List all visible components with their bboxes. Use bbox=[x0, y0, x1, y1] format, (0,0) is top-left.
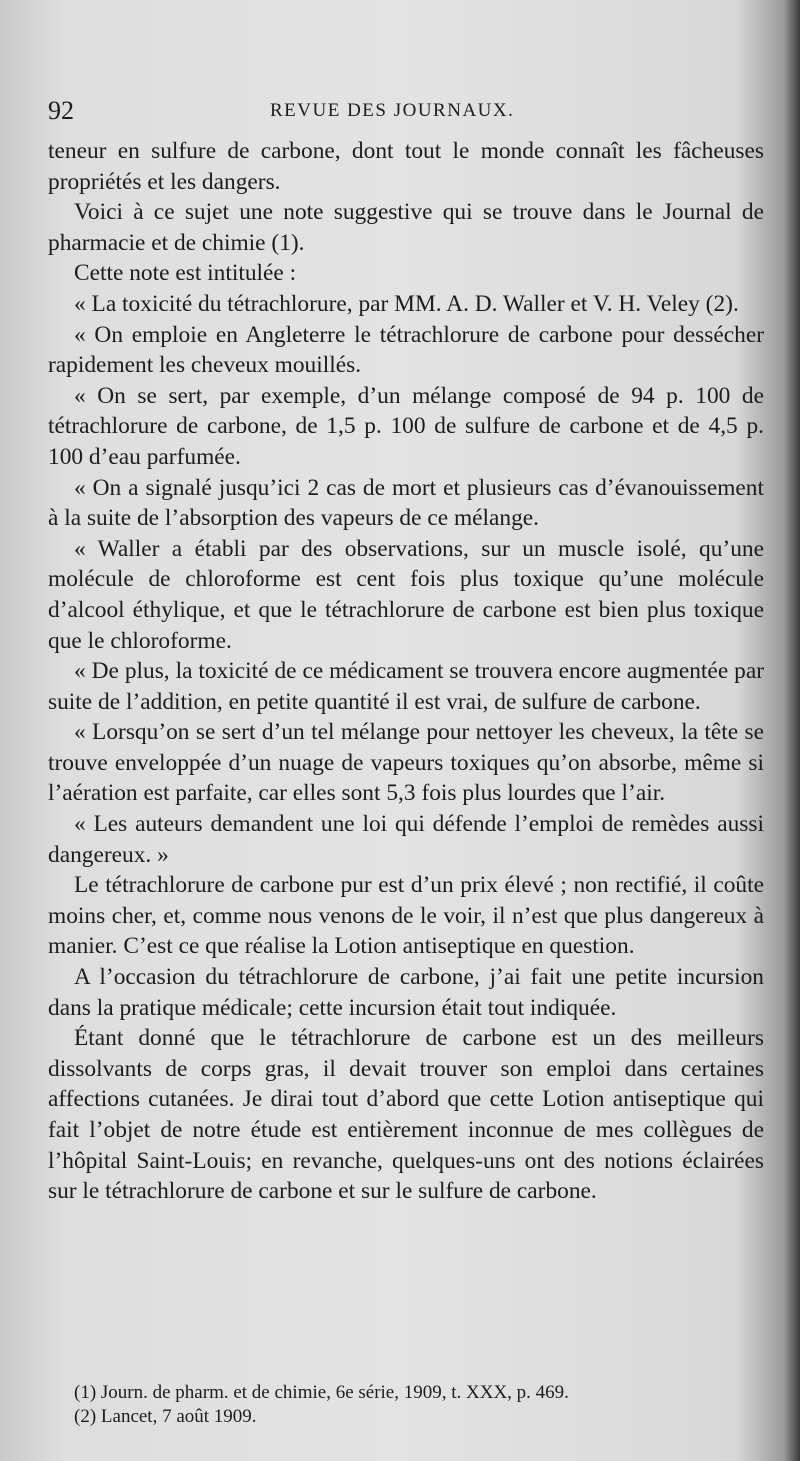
paragraph: « La toxicité du tétrachlorure, par MM. A. D. Waller et V. H. Veley (2). bbox=[74, 290, 739, 317]
footnote: (2) Lancet, 7 août 1909. bbox=[74, 1406, 257, 1427]
paragraph: A l’occasion du tétrachlorure de carbone, j’ai fait une petite incursion dans la pratique médicale; cette incursion était tout indiquée. bbox=[48, 964, 764, 1021]
paragraph: Étant donné que le tétrachlorure de carbone est un des meilleurs dissolvants de corps gras, il devait trouver son emploi dans certaines affections cutanées. Je dirai tout d’abord que cette Lotion antiseptique qui fait l’objet de notre étude est entièrement inconnue de mes collègues de l’hôpital Saint-Louis; en revanche, quelques-uns ont des notions éclairées sur le tétrachlorure de carbone et sur le sulfure de carbone. bbox=[48, 1025, 764, 1205]
page-number: 92 bbox=[48, 96, 74, 125]
body-text bbox=[48, 136, 764, 1207]
paragraph: Voici à ce sujet une note suggestive qui se trouve dans le Journal de pharmacie et de chimie (1). bbox=[48, 199, 764, 256]
footnote: (1) Journ. de pharm. et de chimie, 6e série, 1909, t. XXX, p. 469. bbox=[74, 1382, 569, 1403]
paragraph: « Les auteurs demandent une loi qui défende l’emploi de remèdes aussi dangereux. » bbox=[48, 811, 764, 868]
footnotes bbox=[48, 1381, 764, 1429]
paragraph: teneur en sulfure de carbone, dont tout le monde connaît les fâcheuses propriétés et les dangers. bbox=[48, 138, 764, 195]
paragraph: « Lorsqu’on se sert d’un tel mélange pour nettoyer les cheveux, la tête se trouve enveloppée d’un nuage de vapeurs toxiques qu’on absorbe, même si l’aération est parfaite, car elles sont 5,3 fois plus lourdes que l’air. bbox=[48, 719, 764, 807]
paragraph: « On se sert, par exemple, d’un mélange composé de 94 p. 100 de tétrachlorure de carbone, de 1,5 p. 100 de sulfure de carbone et de 4,5 p. 100 d’eau parfumée. bbox=[48, 382, 764, 470]
page-header bbox=[48, 96, 748, 136]
paragraph: « Waller a établi par des observations, sur un muscle isolé, qu’une molécule de chloroforme est cent fois plus toxique qu’une molécule d’alcool éthylique, et que le tétrachlorure de carbone est bien plus toxique que le chloroforme. bbox=[48, 535, 764, 654]
paragraph: « On a signalé jusqu’ici 2 cas de mort et plusieurs cas d’évanouissement à la suite de l’absorption des vapeurs de ce mélange. bbox=[48, 474, 764, 532]
paragraph: Cette note est intitulée : bbox=[74, 260, 297, 287]
paragraph: Le tétrachlorure de carbone pur est d’un prix élevé ; non rectifié, il coûte moins cher, et, comme nous venons de le voir, il n’est que plus dangereux à manier. C’est ce que réalise la Lotion antiseptique en question. bbox=[48, 872, 764, 960]
paragraph: « On emploie en Angleterre le tétrachlorure de carbone pour dessécher rapidement les cheveux mouillés. bbox=[48, 321, 764, 379]
running-head: REVUE DES JOURNAUX. bbox=[270, 100, 515, 121]
paragraph: « De plus, la toxicité de ce médicament se trouvera encore augmentée par suite de l’addition, en petite quantité il est vrai, de sulfure de carbone. bbox=[48, 658, 764, 715]
